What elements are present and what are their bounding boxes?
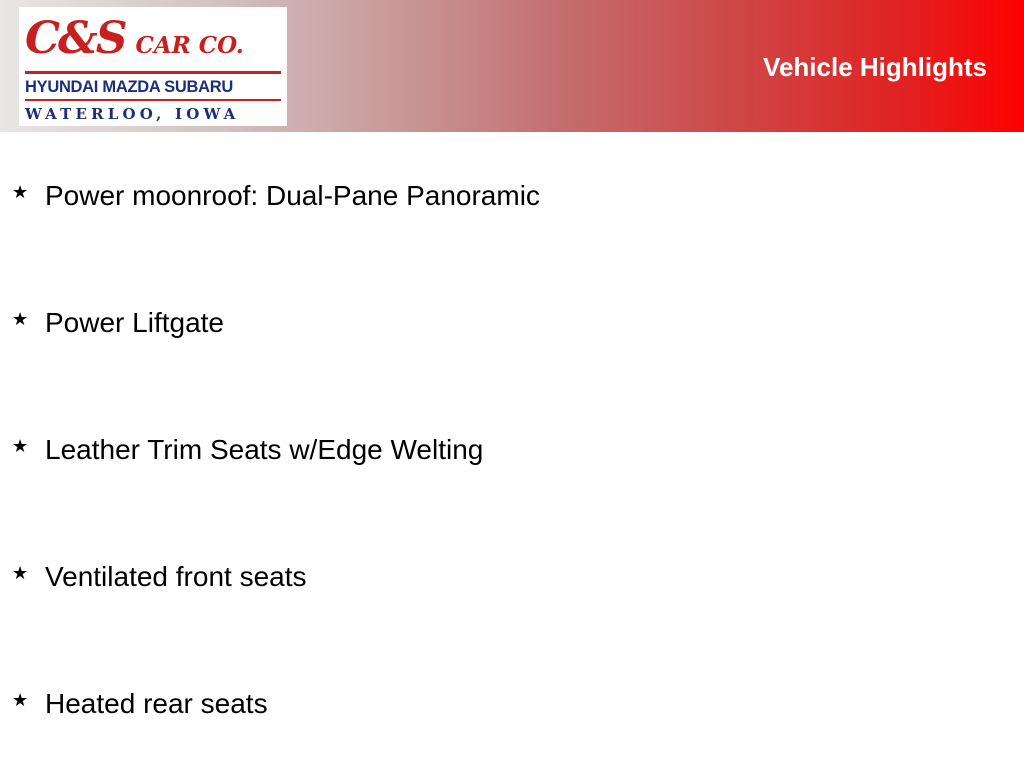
logo-wordmark bbox=[25, 13, 281, 64]
highlight-text: Ventilated front seats bbox=[45, 561, 307, 592]
star-bullet-icon: ★ bbox=[12, 690, 29, 710]
list-item bbox=[12, 180, 540, 212]
highlight-text: Power Liftgate bbox=[45, 307, 224, 338]
list-item bbox=[12, 561, 307, 593]
star-bullet-icon: ★ bbox=[12, 563, 29, 583]
star-bullet-icon: ★ bbox=[12, 309, 29, 329]
highlight-text: Heated rear seats bbox=[45, 688, 268, 719]
header-banner bbox=[0, 0, 1024, 132]
logo-brand: C&S bbox=[25, 13, 126, 64]
page-title: Vehicle Highlights bbox=[763, 52, 987, 82]
list-item bbox=[12, 688, 268, 720]
dealer-logo bbox=[19, 7, 287, 126]
list-item bbox=[12, 434, 483, 466]
highlight-text: Power moonroof: Dual-Pane Panoramic bbox=[45, 180, 540, 211]
star-bullet-icon: ★ bbox=[12, 182, 29, 202]
logo-company: CAR CO. bbox=[135, 32, 244, 59]
logo-divider bbox=[25, 71, 281, 74]
logo-location: WATERLOO, IOWA bbox=[25, 105, 240, 123]
logo-makes: HYUNDAI MAZDA SUBARU bbox=[25, 77, 233, 96]
list-item bbox=[12, 307, 224, 339]
logo-divider-lower bbox=[25, 99, 281, 101]
star-bullet-icon: ★ bbox=[12, 436, 29, 456]
highlight-text: Leather Trim Seats w/Edge Welting bbox=[45, 434, 484, 465]
